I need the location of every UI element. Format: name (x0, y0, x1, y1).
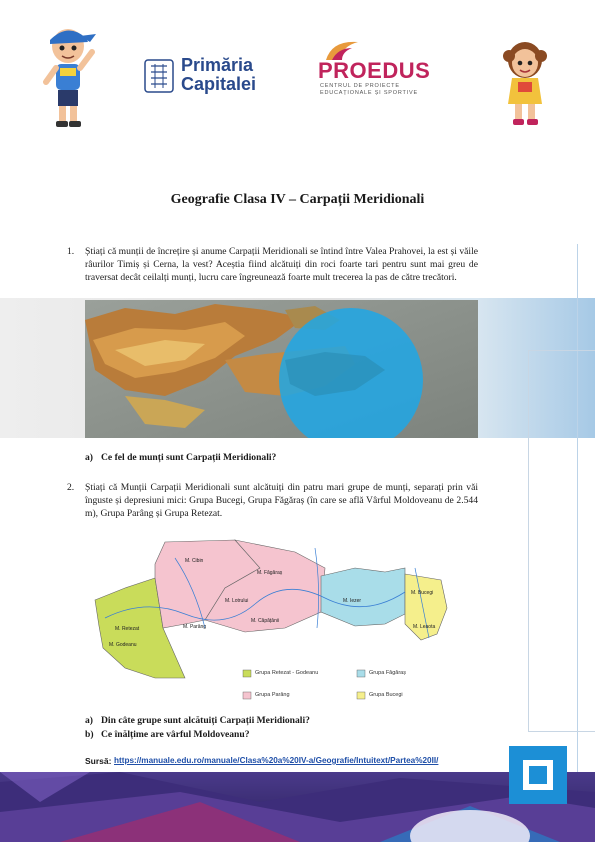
blue-square-badge (509, 746, 567, 804)
legend-fagaras: Grupa Făgăraș (369, 670, 406, 676)
page-title: Geografie Clasa IV – Carpații Meridionali (170, 192, 425, 207)
map-label: M. Cibin (185, 558, 204, 564)
q2-sub-b-letter: b) (85, 729, 94, 740)
decorative-right-frame-inner (528, 350, 595, 732)
logo1-line1: Primăria (181, 55, 254, 75)
q1-sub-a-letter: a) (85, 452, 93, 463)
logo1-line2: Capitalei (181, 74, 257, 94)
decorative-bottom-banner (0, 772, 595, 842)
map-label: M. Căpățânii (251, 618, 280, 624)
primaria-capitalei-logo (143, 56, 268, 98)
map-label: M. Godeanu (109, 642, 137, 648)
q2-text: Știați că Munții Carpații Meridionali sunt alcătuiți din patru mari grupe de munți, separați prin văi înguste și depresiuni mici: Grupa Bucegi, Grupa Făgăraș (în care se află Vârful Moldoveanu de 2.544 m), Grupa Parâng și Grupa Retezat. (85, 482, 478, 519)
southern-carpathians-map (85, 528, 478, 712)
map-label: M. Lotrului (225, 598, 249, 604)
legend-bucegi: Grupa Bucegi (369, 692, 403, 698)
map-region-bucegi (405, 574, 447, 640)
q2-number: 2. (67, 482, 75, 493)
map-label: M. Retezat (115, 626, 140, 632)
logo2-name: PROEDUS (318, 58, 431, 83)
legend-parang: Grupa Parâng (255, 692, 290, 698)
legend-swatch-retezat (243, 670, 251, 677)
map-label: M. Parâng (183, 624, 207, 630)
source-link[interactable]: https://manuale.edu.ro/manuale/Clasa%20a%20IV-a/Geografie/Intuitext/Partea%20II/ (114, 756, 439, 765)
map-label: M. Făgăraș (257, 570, 283, 576)
source-label: Sursă: (85, 756, 112, 766)
q1-sub-a-question: Ce fel de munți sunt Carpații Meridionali? (101, 452, 277, 463)
map-region-fagaras (321, 568, 405, 626)
map-label: M. Leaota (413, 624, 436, 630)
map-label: M. Bucegi (411, 590, 434, 596)
girl-character-illustration (496, 38, 554, 128)
logo2-sub1: CENTRUL DE PROIECTE (320, 83, 400, 89)
legend-swatch-parang (243, 692, 251, 699)
q2-sub-a-question: Din câte grupe sunt alcătuiți Carpații Meridionali? (101, 715, 310, 726)
proedus-logo (316, 38, 446, 102)
q1-number: 1. (67, 246, 75, 257)
map-label: M. Iezer (343, 598, 362, 604)
legend-retezat: Grupa Retezat - Godeanu (255, 670, 319, 676)
q1-text: Știați că munții de încrețire și anume Carpații Meridionali se întind între Valea Prahovei, la est și văile râurilor Timiș și Cerna, la vest? Aceștia fiind alcătuiți din roci foarte tari pentru sunt mai greu de traversat decât ceilalți munți, lucru care îngreunează foarte mult trecerea la pas de către trecători. (85, 246, 478, 283)
boy-character-illustration (38, 22, 98, 130)
badge-inner-square-icon (523, 760, 553, 790)
q2-sub-b-question: Ce înălțime are vârful Moldoveanu? (101, 729, 250, 740)
legend-swatch-bucegi (357, 692, 365, 699)
legend-swatch-fagaras (357, 670, 365, 677)
q2-sub-a-letter: a) (85, 715, 93, 726)
carpathians-relief-image (85, 300, 478, 438)
logo2-sub2: EDUCAȚIONALE ȘI SPORTIVE (320, 90, 418, 96)
primaria-emblem-icon (143, 58, 175, 94)
